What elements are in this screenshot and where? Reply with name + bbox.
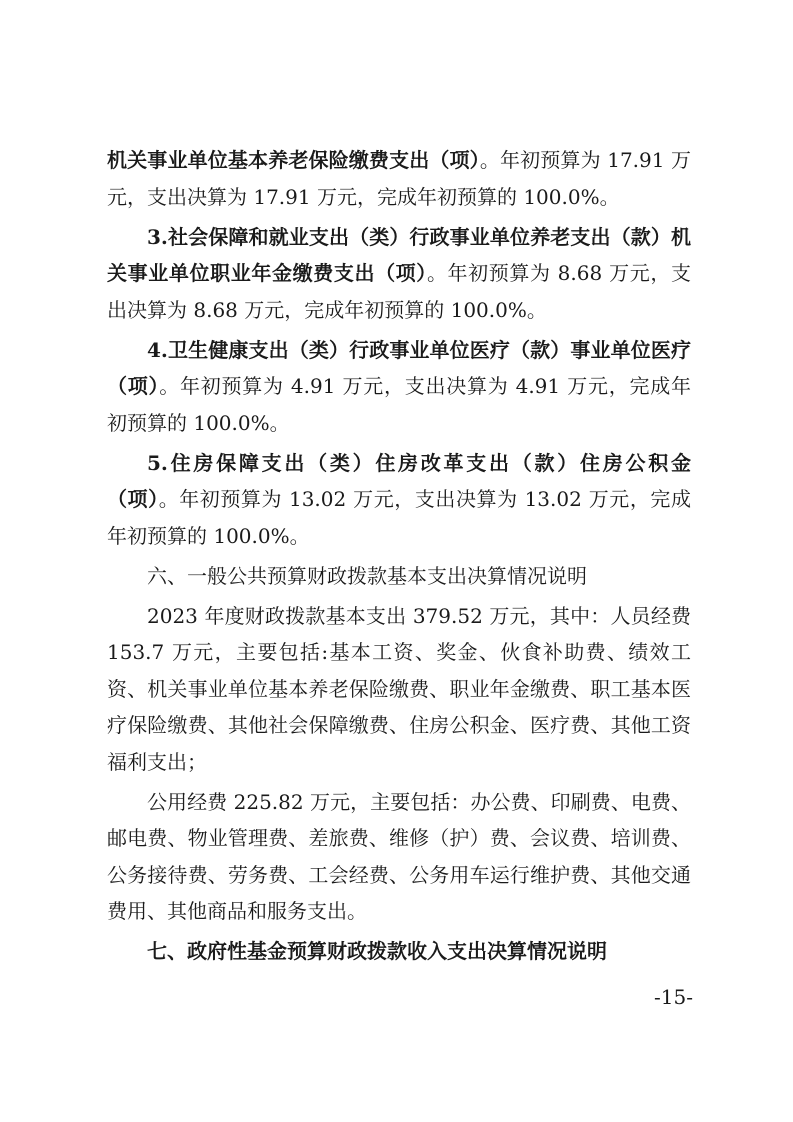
item-title: 4.卫生健康支出（类）行政事业单位医疗（款）事业单位医疗（项） bbox=[107, 337, 691, 398]
item-text: 。年初预算为 17.91 万元，支出决算为 17.91 万元，完成年初预算的 100.0%。 bbox=[107, 148, 691, 209]
section-heading-6: 六、一般公共预算财政拨款基本支出决算情况说明 bbox=[147, 563, 587, 588]
item-text: 。年初预算为 13.02 万元，支出决算为 13.02 万元，完成年初预算的 100.0%。 bbox=[107, 487, 691, 548]
paragraph-item-4 bbox=[107, 332, 691, 442]
item-text: 。年初预算为 8.68 万元，支出决算为 8.68 万元，完成年初预算的 100.0%。 bbox=[107, 261, 692, 322]
item-title: 3.社会保障和就业支出（类）行政事业单位养老支出（款）机关事业单位职业年金缴费支出（项） bbox=[107, 224, 691, 285]
paragraph-item-2 bbox=[107, 142, 691, 215]
page-number: -15- bbox=[654, 985, 693, 1009]
item-text: 。年初预算为 4.91 万元，支出决算为 4.91 万元，完成年初预算的 100.0%。 bbox=[107, 374, 691, 435]
section6-paragraph-2: 公用经费 225.82 万元，主要包括：办公费、印刷费、电费、邮电费、物业管理费、差旅费、维修（护）费、会议费、培训费、公务接待费、劳务费、工会经费、公务用车运行维护费、其他交通费用、其他商品和服务支出。 bbox=[107, 789, 691, 923]
document-body bbox=[107, 142, 691, 973]
section6-paragraph-1: 2023 年度财政拨款基本支出 379.52 万元，其中：人员经费 153.7 万元，主要包括:基本工资、奖金、伙食补助费、绩效工资、机关事业单位基本养老保险缴费、职业年金缴费、职工基本医疗保险缴费、其他社会保障缴费、住房公积金、医疗费、其他工资福利支出； bbox=[107, 603, 691, 774]
paragraph-item-5 bbox=[107, 445, 691, 555]
paragraph-item-3 bbox=[107, 219, 691, 329]
item-title: 机关事业单位基本养老保险缴费支出（项） bbox=[107, 148, 480, 172]
section-heading-7: 七、政府性基金预算财政拨款收入支出决算情况说明 bbox=[147, 939, 607, 963]
item-title: 5.住房保障支出（类）住房改革支出（款）住房公积金（项） bbox=[107, 450, 691, 511]
